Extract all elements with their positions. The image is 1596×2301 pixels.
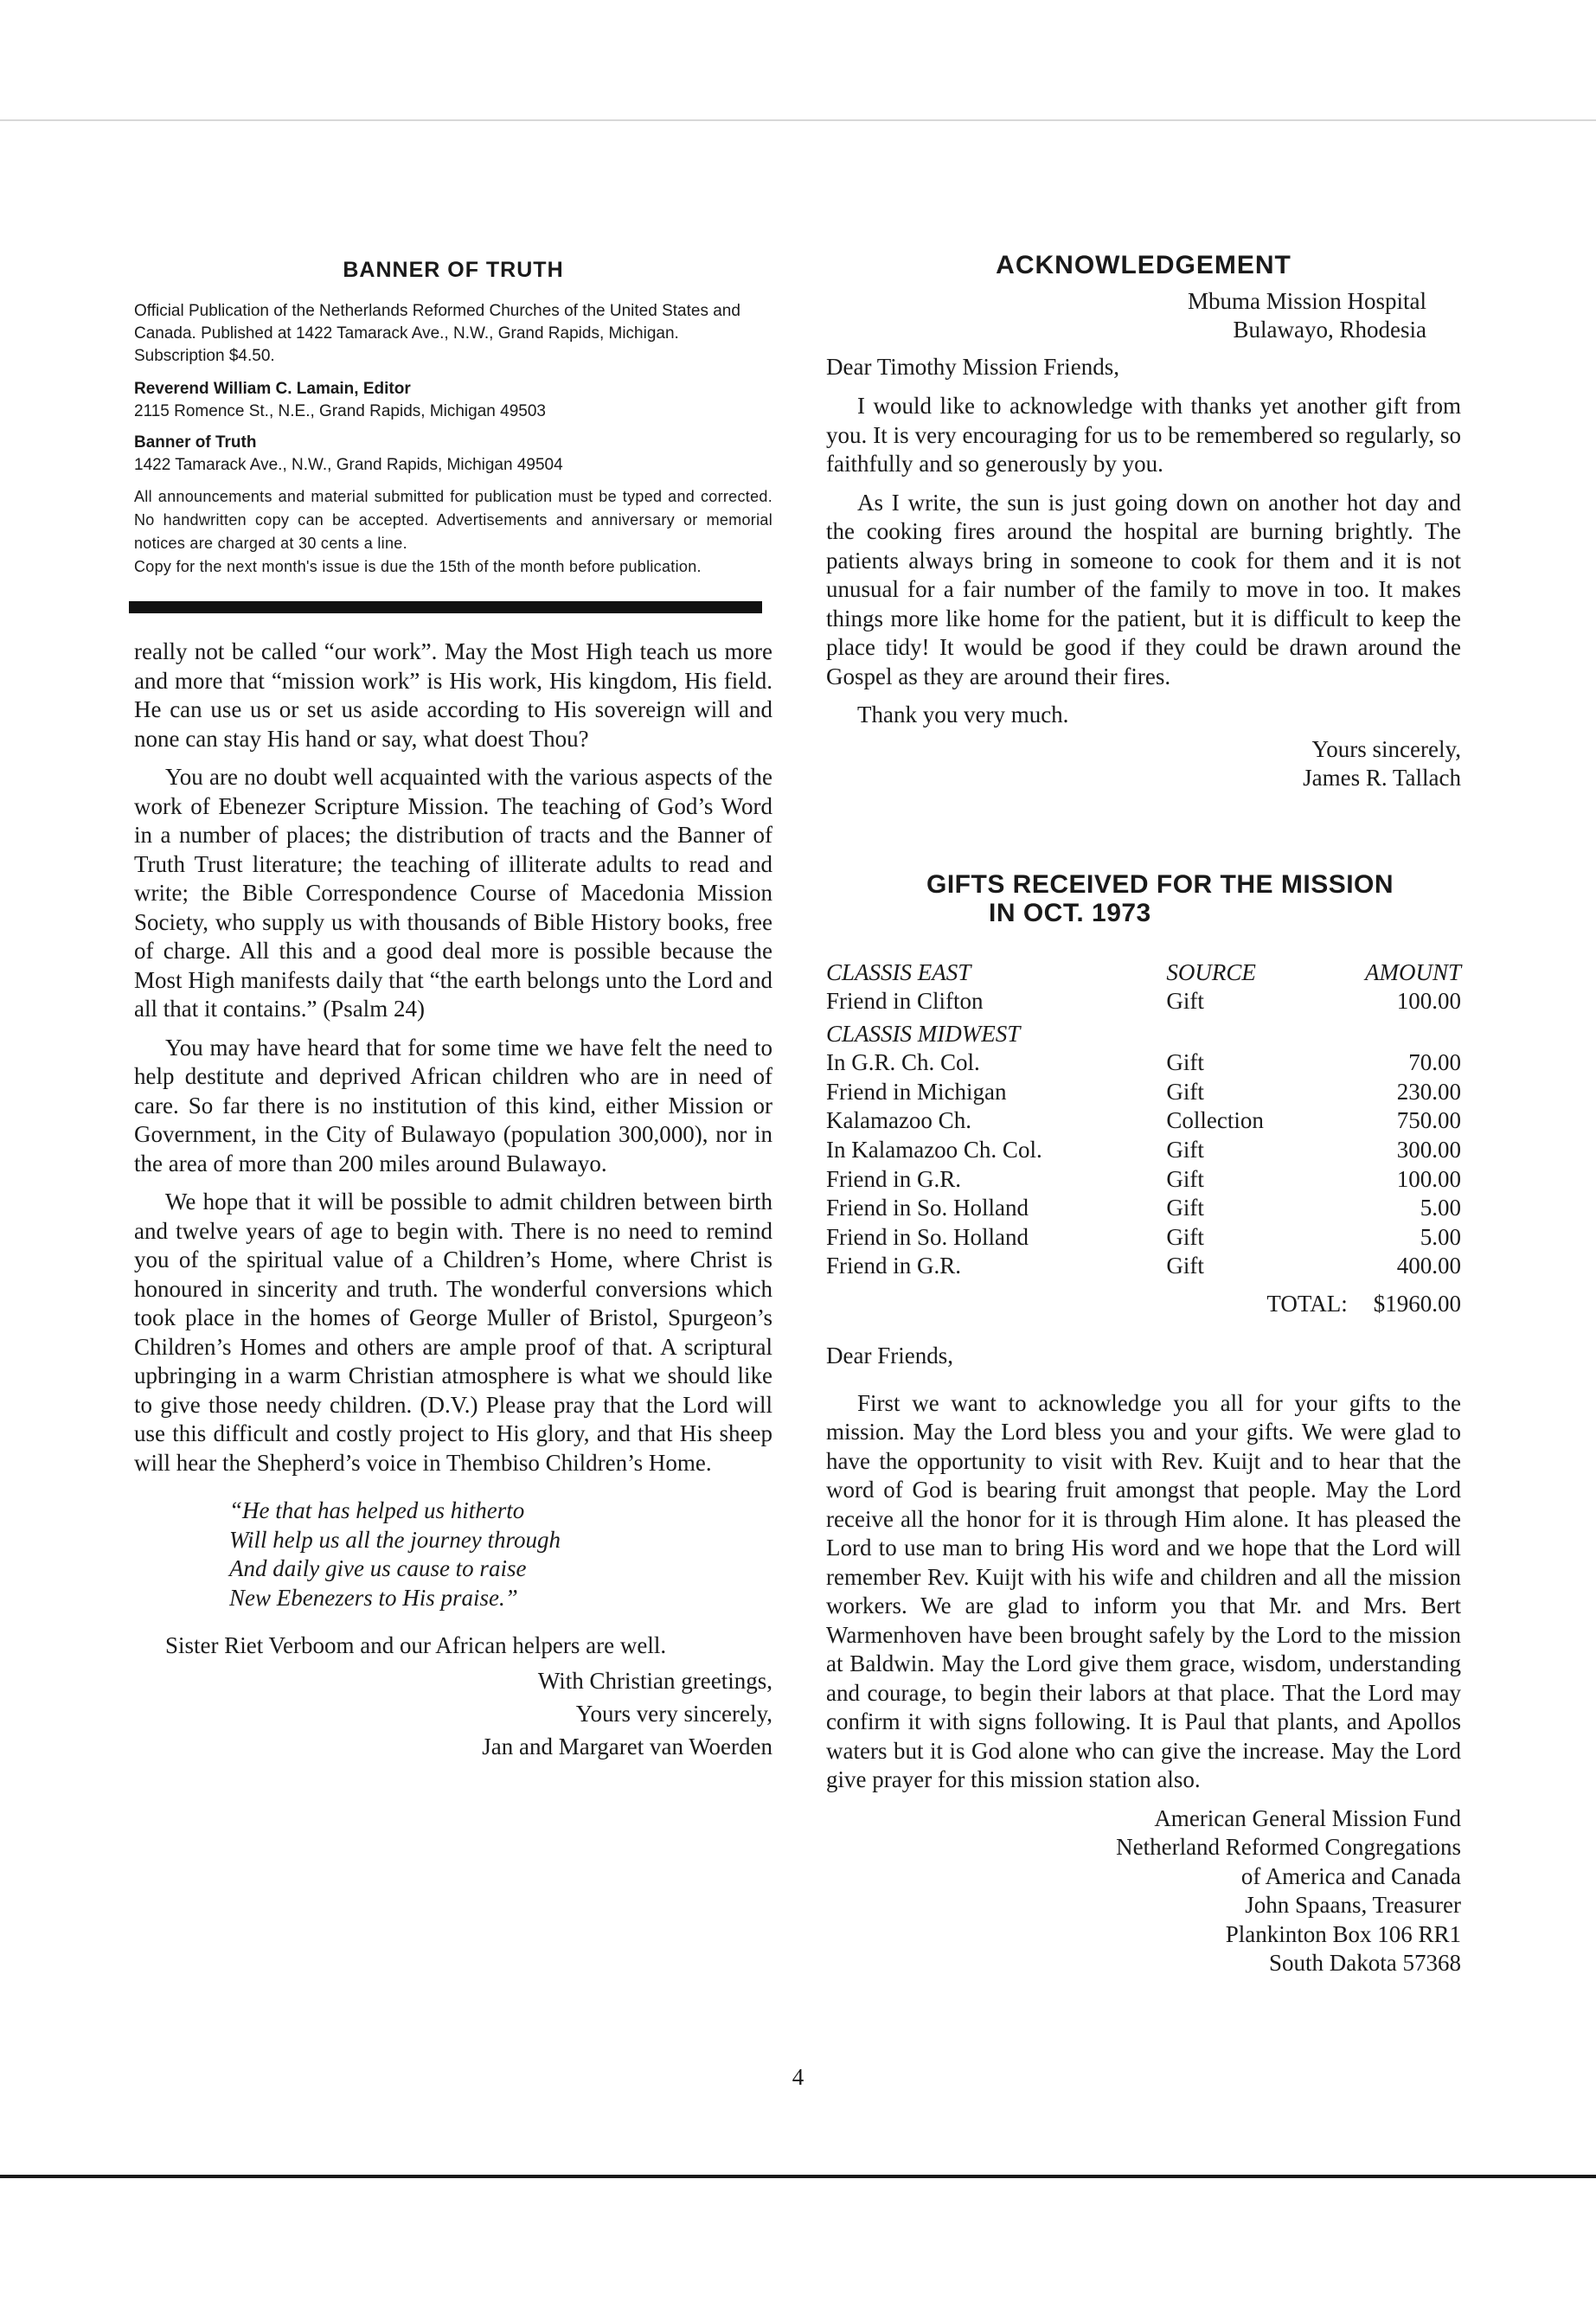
- poem-line: New Ebenezers to His praise.”: [229, 1584, 518, 1611]
- classis-east-heading: CLASSIS EAST: [826, 958, 971, 985]
- gift-donor: Friend in G.R.: [826, 1253, 962, 1279]
- letter-paragraph: really not be called “our work”. May the Most High teach us more and more that “mission work” is His work, His kingdom, His field. He can use us or set us aside according to His sovereign will and none can stay His hand or say, what doest Thou?: [134, 638, 772, 752]
- letter-paragraph: You are no doubt well acquainted with the various aspects of the work of Ebenezer Scripture Mission. The teaching of God’s Word in a number of places; the distribution of tracts and the Banner of Truth Trust literature; the teaching of illiterate adults to read and write; the Bible Correspondence Course of Macedonia Mission Society, who supply us with thousands of Bible History books, free of charge. All this and a good deal more is possible because the Most High manifests daily that “the earth belongs unto the Lord and all that it contains.” (Psalm 24): [134, 764, 772, 1022]
- gift-source: Gift: [1166, 1049, 1204, 1076]
- left-column: [134, 251, 772, 1763]
- gift-row: [826, 1223, 1461, 1253]
- letter-paragraph: You may have heard that for some time we have felt the need to help destitute and deprived African children who are in need of care. So far there is no institution of this kind, either Mission or Government, in the City of Bulawayo (population 300,000), nor in the area of more than 200 miles around Bulawayo.: [134, 1034, 772, 1176]
- notice-submission: All announcements and material submitted for publication must be typed and corrected. No handwritten copy can be accepted. Advertisements and anniversary or memorial notices are charged at 30 cents a line.: [134, 488, 772, 552]
- gift-amount: 300.00: [1396, 1137, 1461, 1163]
- classis-midwest-heading: CLASSIS MIDWEST: [826, 1020, 1021, 1047]
- letter-paragraph: Sister Riet Verboom and our African helpers are well.: [165, 1632, 667, 1658]
- gifts-total-row: [826, 1290, 1461, 1319]
- gift-donor: Friend in G.R.: [826, 1165, 962, 1192]
- fund-signature-line: Netherland Reformed Congregations: [1116, 1834, 1461, 1861]
- gift-amount: 230.00: [1396, 1078, 1461, 1105]
- acknowledgement-signature: James R. Tallach: [1303, 764, 1461, 791]
- gift-row: [826, 1136, 1461, 1165]
- gift-source: Gift: [1166, 1165, 1204, 1192]
- total-value: $1960.00: [1373, 1291, 1461, 1317]
- gift-source: Gift: [1166, 1223, 1204, 1250]
- letter-signature: Jan and Margaret van Woerden: [482, 1733, 772, 1759]
- fund-signature-line: South Dakota 57368: [1269, 1950, 1461, 1977]
- masthead-title: BANNER OF TRUTH: [343, 258, 564, 282]
- fund-signature-block: [826, 1804, 1461, 1978]
- gift-row: [826, 1106, 1461, 1136]
- friends-paragraph: First we want to acknowledge you all for your gifts to the mission. May the Lord bless you and your gifts. We were glad to have the opportunity to visit with Rev. Kuijt and to hear that the word of God is bearing fruit amongst that people. May the Lord receive all the honor for it is through Him alone. It has pleased the Lord to use man to bring His word and we hope that the Lord will remember Rev. Kuijt with his wife and children and all the mission workers. We are glad to inform you that Mr. and Mrs. Bert Warmenhoven have been brought safely by the Lord to the mission at Baldwin. May the Lord give them grace, wisdom, understanding and courage, to begin their labors at that place. That the Lord may confirm it with signs following. It is Paul that plants, and Apollos waters but it is God alone who can give the increase. May the Lord give prayer for this mission station also.: [826, 1389, 1461, 1793]
- friends-salutation: Dear Friends,: [826, 1342, 953, 1368]
- gift-amount: 750.00: [1396, 1107, 1461, 1134]
- notice-deadline: Copy for the next month's issue is due the 15th of the month before publication.: [134, 558, 702, 575]
- poem-line: Will help us all the journey through: [229, 1526, 561, 1553]
- gift-source: Gift: [1166, 988, 1204, 1015]
- acknowledgement-title: ACKNOWLEDGEMENT: [996, 251, 1292, 279]
- gifts-title: [926, 870, 1461, 927]
- fund-signature-line: Plankinton Box 106 RR1: [1225, 1920, 1461, 1947]
- hospital-address-line: Mbuma Mission Hospital: [1187, 288, 1426, 314]
- letter-paragraph: We hope that it will be possible to admit children between birth and twelve years of age to begin with. There is no need to remind you of the spiritual value of a Children’s Home, where Christ is honoured in sincerity and truth. The wonderful conversions which took place in the homes of George Muller of Bristol, Spurgeon’s Children’s Homes and others are ample proof of that. A scriptural upbringing in a warm Christian atmosphere is what we should like to give those needy children. (D.V.) Please pray that the Lord will use this difficult and costly project to His glory, and that His sheep will hear the Shepherd’s voice in Thembiso Children’s Home.: [134, 1189, 772, 1476]
- page-number: 4: [792, 2064, 804, 2090]
- banner-address: 1422 Tamarack Ave., N.W., Grand Rapids, Michigan 49504: [134, 456, 563, 474]
- page-edge-bottom: [0, 2175, 1596, 2178]
- editor-block: [134, 378, 772, 423]
- hospital-address-line: Bulawayo, Rhodesia: [1233, 317, 1426, 343]
- gift-row: [826, 1078, 1461, 1107]
- gift-amount: 100.00: [1396, 1165, 1461, 1192]
- classis-midwest-heading-row: [826, 1020, 1461, 1049]
- gift-row: [826, 1048, 1461, 1078]
- gift-donor: Kalamazoo Ch.: [826, 1107, 971, 1134]
- gifts-header-row: [826, 958, 1461, 988]
- gift-donor: Friend in Michigan: [826, 1078, 1007, 1105]
- gift-row: [826, 1165, 1461, 1195]
- gift-donor: Friend in So. Holland: [826, 1195, 1029, 1221]
- source-column-header: SOURCE: [1166, 958, 1256, 985]
- gift-source: Gift: [1166, 1195, 1204, 1221]
- acknowledgement-paragraph: I would like to acknowledge with thanks yet another gift from you. It is very encouraging for us to be remembered so regularly, so faithfully and so generously by you.: [826, 393, 1461, 477]
- gift-source: Gift: [1166, 1078, 1204, 1105]
- gift-amount: 400.00: [1396, 1253, 1461, 1279]
- gift-donor: Friend in Clifton: [826, 988, 984, 1015]
- total-label: TOTAL:: [1266, 1291, 1348, 1317]
- letter-closing: With Christian greetings,: [537, 1667, 772, 1694]
- gift-source: Collection: [1166, 1107, 1264, 1134]
- poem: [229, 1497, 772, 1612]
- gift-amount: 70.00: [1408, 1049, 1461, 1076]
- banner-name: Banner of Truth: [134, 433, 257, 452]
- acknowledgement-paragraph: As I write, the sun is just going down on another hot day and the cooking fires around the hospital are burning brightly. The patients always bring in someone to cook for them and it is not unusual for a fair number of the family to move in too. It makes things more like home for the patient, but it is difficult to keep the place tidy! It would be good if they could be drawn around the Gospel as they are around their fires.: [826, 489, 1461, 689]
- gift-source: Gift: [1166, 1253, 1204, 1279]
- acknowledgement-paragraph: Thank you very much.: [857, 702, 1069, 727]
- fund-signature-line: John Spaans, Treasurer: [1245, 1892, 1461, 1919]
- gift-amount: 5.00: [1420, 1223, 1461, 1250]
- gifts-title-line: GIFTS RECEIVED FOR THE MISSION: [926, 869, 1394, 899]
- acknowledgement-closing: Yours sincerely,: [1311, 735, 1461, 762]
- poem-line: And daily give us cause to raise: [229, 1555, 527, 1581]
- right-column: [826, 251, 1461, 1978]
- gift-row: [826, 1194, 1461, 1223]
- amount-column-header: AMOUNT: [1364, 958, 1461, 985]
- gift-donor: Friend in So. Holland: [826, 1223, 1029, 1250]
- gift-amount: 5.00: [1420, 1195, 1461, 1221]
- gift-donor: In G.R. Ch. Col.: [826, 1049, 980, 1076]
- editor-name: Reverend William C. Lamain, Editor: [134, 380, 411, 398]
- acknowledgement-salutation: Dear Timothy Mission Friends,: [826, 354, 1120, 380]
- gift-donor: In Kalamazoo Ch. Col.: [826, 1137, 1042, 1163]
- banner-block: [134, 432, 772, 477]
- gifts-title-line: IN OCT. 1973: [989, 898, 1151, 927]
- gifts-table: [826, 958, 1461, 1319]
- page-edge-top: [0, 119, 1596, 121]
- masthead-official: Official Publication of the Netherlands Reformed Churches of the United States and Canada. Published at 1422 Tamarack Ave., N.W., Grand Rapids, Michigan. Subscription $4.50.: [134, 302, 740, 365]
- editor-address: 2115 Romence St., N.E., Grand Rapids, Michigan 49503: [134, 402, 546, 420]
- gift-source: Gift: [1166, 1137, 1204, 1163]
- gift-row: [826, 1252, 1461, 1281]
- masthead: [134, 258, 772, 579]
- gift-amount: 100.00: [1396, 988, 1461, 1015]
- poem-line: “He that has helped us hitherto: [229, 1497, 525, 1523]
- fund-signature-line: of America and Canada: [1240, 1862, 1461, 1889]
- letter-closing-2: Yours very sincerely,: [575, 1700, 772, 1727]
- fund-signature-line: American General Mission Fund: [1154, 1804, 1461, 1831]
- gift-row: [826, 987, 1461, 1016]
- divider-bar: [129, 601, 762, 613]
